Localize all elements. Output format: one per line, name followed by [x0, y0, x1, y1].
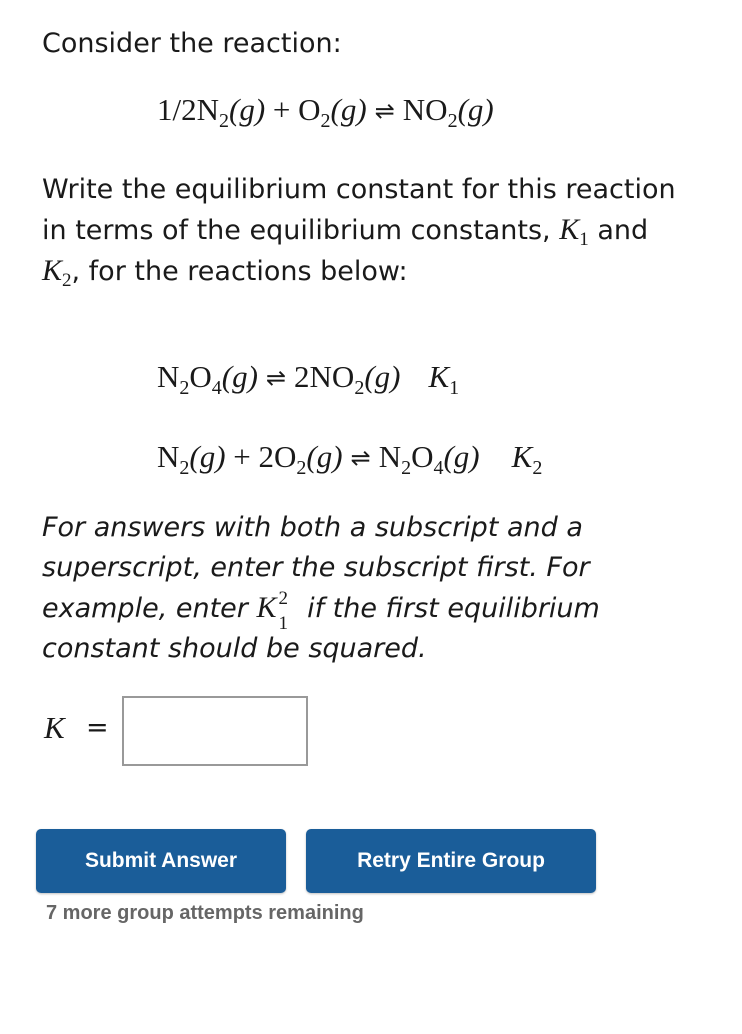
- r1-no2-term: 2NO: [294, 359, 355, 394]
- r1-no2-subscript: 2: [354, 377, 365, 399]
- r2-plus: +: [233, 439, 251, 474]
- answer-row: [42, 696, 342, 768]
- r1-n-subscript: 2: [179, 377, 190, 399]
- answer-equals-sign: =: [86, 712, 109, 743]
- r2-o-term: O: [411, 439, 434, 474]
- r2-n2-subscript: 2: [179, 457, 190, 479]
- r1-k-letter: K: [428, 359, 450, 394]
- r2-n2-term: N: [157, 439, 180, 474]
- and-text: and: [597, 215, 649, 246]
- intro-text: Consider the reaction:: [42, 28, 342, 59]
- main-o2-term: O: [298, 92, 321, 127]
- reaction-2-equation: [157, 439, 543, 479]
- subscript-note: [42, 508, 682, 669]
- equilibrium-arrow-icon: ⇌: [374, 97, 395, 125]
- main-phase-3: (g): [457, 92, 494, 127]
- r2-o2-subscript: 2: [296, 457, 307, 479]
- instruction-text: [42, 170, 682, 292]
- example-subscript: 1: [278, 613, 288, 634]
- r1-k-subscript: 1: [449, 377, 460, 399]
- main-phase-2: (g): [330, 92, 367, 127]
- r2-phase-3: (g): [443, 439, 480, 474]
- r1-o-subscript: 4: [211, 377, 222, 399]
- main-reaction-equation: [157, 92, 494, 132]
- r2-o-subscript: 4: [433, 457, 444, 479]
- main-plus: +: [272, 92, 291, 127]
- equilibrium-arrow-icon: ⇌: [350, 444, 371, 472]
- submit-answer-button[interactable]: Submit Answer: [36, 829, 286, 893]
- r1-o-term: O: [189, 359, 212, 394]
- retry-entire-group-button[interactable]: Retry Entire Group: [306, 829, 596, 893]
- note-text-end: if the first equilibrium constant should be squared.: [42, 593, 600, 664]
- k1-squared-example: [256, 588, 298, 634]
- r2-phase-1: (g): [189, 439, 226, 474]
- main-no2-term: NO: [402, 92, 448, 127]
- k1-subscript: 1: [579, 229, 589, 250]
- example-superscript: 2: [278, 588, 288, 609]
- answer-input[interactable]: [122, 696, 308, 766]
- instruction-text-end: , for the reactions below:: [71, 256, 408, 287]
- answer-k-label: K: [44, 710, 65, 745]
- main-phase-1: (g): [229, 92, 266, 127]
- r2-k-subscript: 2: [532, 457, 543, 479]
- note-text-start: For answers with both a subscript and a superscript, enter the subscript first. For example, enter: [42, 512, 590, 624]
- r2-o2-term: 2O: [258, 439, 297, 474]
- instruction-text-start: Write the equilibrium constant for this reaction in terms of the equilibrium constants,: [42, 174, 676, 246]
- k1-letter: K: [559, 213, 580, 246]
- r1-phase-left: (g): [221, 359, 258, 394]
- reaction-1-equation: [157, 359, 460, 399]
- r1-n-term: N: [157, 359, 180, 394]
- k2-subscript: 2: [62, 270, 72, 291]
- example-k-letter: K: [256, 591, 277, 624]
- k1-inline: [559, 213, 589, 250]
- main-o2-subscript: 2: [320, 110, 331, 132]
- main-n2-term: 1/2N: [157, 92, 219, 127]
- main-n2-subscript: 2: [219, 110, 229, 132]
- k2-letter: K: [42, 254, 63, 287]
- r2-k-letter: K: [511, 439, 533, 474]
- attempts-remaining-text: 7 more group attempts remaining: [46, 902, 364, 924]
- r2-phase-2: (g): [306, 439, 343, 474]
- k2-inline: [42, 254, 72, 291]
- equilibrium-arrow-icon: ⇌: [265, 364, 287, 392]
- r2-n-subscript: 2: [401, 457, 412, 479]
- main-no2-subscript: 2: [447, 110, 458, 132]
- r1-phase-right: (g): [364, 359, 401, 394]
- r2-n-term: N: [378, 439, 402, 474]
